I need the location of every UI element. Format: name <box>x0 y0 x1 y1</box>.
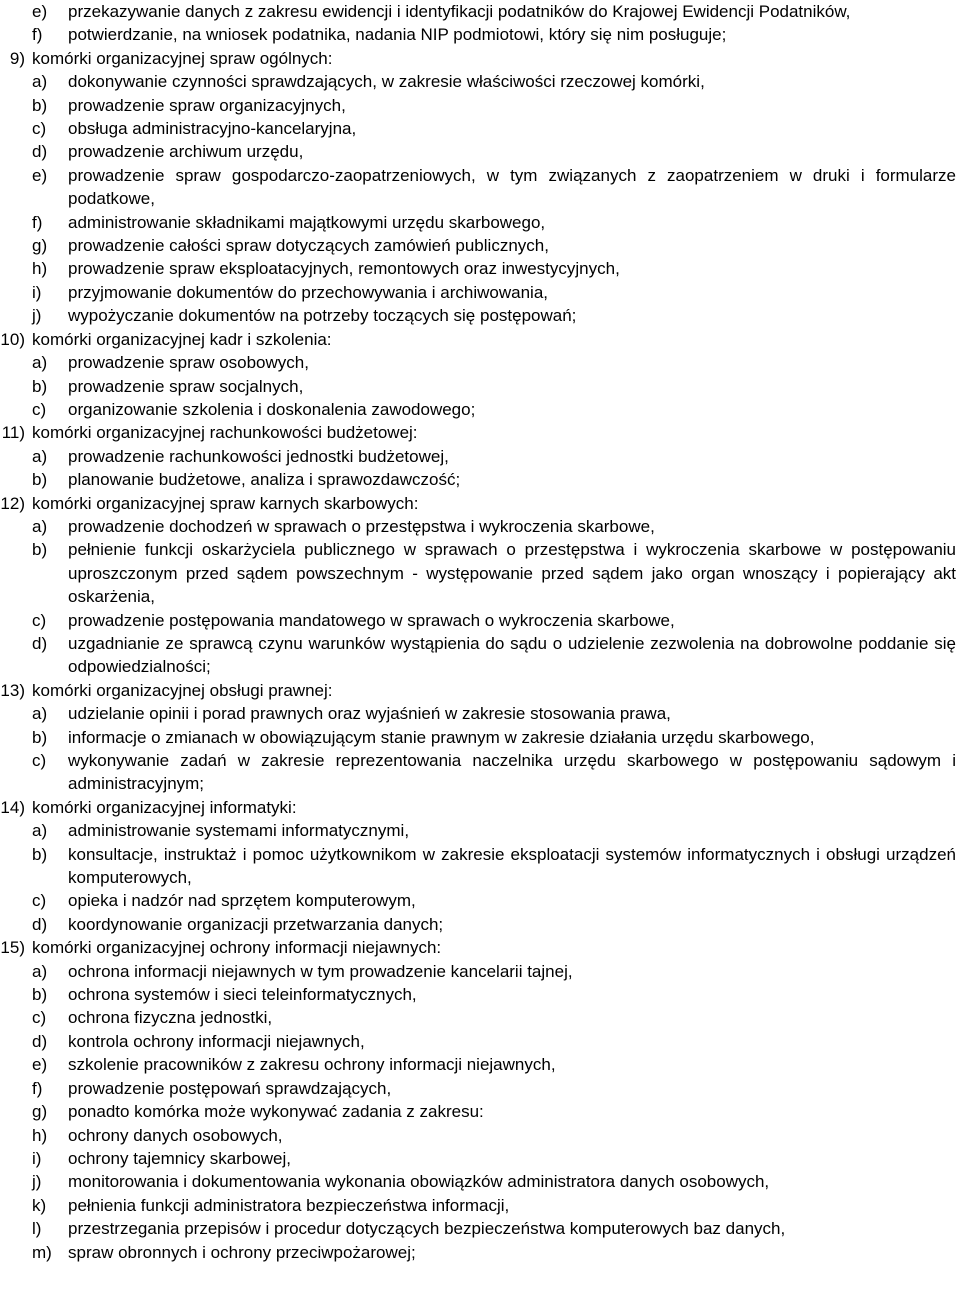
section-title: komórki organizacyjnej ochrony informacji niejawnych: <box>32 938 442 958</box>
list-item <box>0 819 960 842</box>
item-letter: l) <box>32 1219 42 1239</box>
list-item <box>0 70 960 93</box>
item-letter: g) <box>32 236 48 256</box>
section-title: komórki organizacyjnej obsługi prawnej: <box>32 680 333 700</box>
section-number: 9) <box>9 48 25 68</box>
item-text: prowadzenie dochodzeń w sprawach o przestępstwa i wykroczenia skarbowe, <box>68 516 655 536</box>
item-text: przekazywanie danych z zakresu ewidencji i identyfikacji podatników do Krajowej Ewidencji Podatników, <box>68 2 851 21</box>
item-letter: h) <box>32 259 48 279</box>
section-heading <box>0 679 960 702</box>
item-letter: j) <box>32 1172 42 1192</box>
list-item <box>0 257 960 280</box>
item-text: monitorowania i dokumentowania wykonania obowiązków administratora danych osobowych, <box>68 1172 770 1192</box>
item-letter: c) <box>32 1008 47 1028</box>
list-item <box>0 983 960 1006</box>
section-heading <box>0 936 960 959</box>
item-letter: c) <box>32 119 47 139</box>
list-item <box>0 960 960 983</box>
item-text: kontrola ochrony informacji niejawnych, <box>68 1031 365 1051</box>
section-number: 12) <box>0 493 25 513</box>
list-item <box>0 749 960 796</box>
item-text: konsultacje, instruktaż i pomoc użytkownikom w zakresie eksploatacji systemów informatycznych i obsługi urządzeń komputerowych, <box>68 844 956 888</box>
item-letter: c) <box>32 399 47 419</box>
item-text: ochrona systemów i sieci teleinformatycznych, <box>68 985 417 1005</box>
list-item <box>0 1053 960 1076</box>
section-number: 11) <box>1 423 25 443</box>
item-letter: g) <box>32 1102 48 1122</box>
item-letter: a) <box>32 961 48 981</box>
list-item <box>0 375 960 398</box>
item-text: prowadzenie postępowań sprawdzających, <box>68 1078 392 1098</box>
item-text: prowadzenie spraw organizacyjnych, <box>68 95 346 115</box>
item-letter: b) <box>32 376 48 396</box>
list-item <box>0 702 960 725</box>
item-letter: j) <box>32 306 42 326</box>
list-item <box>0 538 960 608</box>
item-text: ochrona informacji niejawnych w tym prowadzenie kancelarii tajnej, <box>68 961 573 981</box>
list-item <box>0 1124 960 1147</box>
section-title: komórki organizacyjnej rachunkowości budżetowej: <box>32 423 418 443</box>
section-number: 13) <box>0 680 25 700</box>
item-text: informacje o zmianach w obowiązującym stanie prawnym w zakresie działania urzędu skarbowego, <box>68 727 815 747</box>
item-letter: b) <box>32 844 48 864</box>
section-heading <box>0 47 960 70</box>
item-letter: b) <box>32 985 48 1005</box>
item-text: opieka i nadzór nad sprzętem komputerowym, <box>68 891 416 911</box>
item-letter: e) <box>32 2 48 21</box>
item-letter: a) <box>32 704 48 724</box>
item-letter: e) <box>32 165 48 185</box>
item-letter: b) <box>32 470 48 490</box>
list-item <box>0 726 960 749</box>
item-text: prowadzenie archiwum urzędu, <box>68 142 304 162</box>
item-letter: h) <box>32 1125 48 1145</box>
list-item <box>0 1170 960 1193</box>
item-text: udzielanie opinii i porad prawnych oraz wyjaśnień w zakresie stosowania prawa, <box>68 704 671 724</box>
item-letter: b) <box>32 540 48 560</box>
list-item <box>0 1217 960 1240</box>
item-text: pełnienie funkcji oskarżyciela publicznego w sprawach o przestępstwa i wykroczenia skarbowe w postępowaniu uproszczonym przed sądem powszechnym - występowanie przed sądem jako organ wnoszący i popierający akt oskarżenia, <box>68 540 956 607</box>
list-item <box>0 609 960 632</box>
list-item <box>0 468 960 491</box>
list-item <box>0 445 960 468</box>
item-text: pełnienia funkcji administratora bezpieczeństwa informacji, <box>68 1195 510 1215</box>
item-text: szkolenie pracowników z zakresu ochrony informacji niejawnych, <box>68 1055 556 1075</box>
item-letter: d) <box>32 142 48 162</box>
item-text: prowadzenie postępowania mandatowego w sprawach o wykroczenia skarbowe, <box>68 610 675 630</box>
item-letter: m) <box>32 1242 52 1262</box>
item-letter: k) <box>32 1195 47 1215</box>
item-letter: a) <box>32 516 48 536</box>
item-letter: d) <box>32 633 48 653</box>
list-item <box>0 843 960 890</box>
item-text: przestrzegania przepisów i procedur dotyczących bezpieczeństwa komputerowych baz danych, <box>68 1219 786 1239</box>
list-item <box>0 304 960 327</box>
item-letter: b) <box>32 95 48 115</box>
list-item <box>0 1194 960 1217</box>
list-item <box>0 23 960 46</box>
list-item <box>0 94 960 117</box>
item-text: ochrony tajemnicy skarbowej, <box>68 1148 291 1168</box>
list-item <box>0 140 960 163</box>
list-item <box>0 913 960 936</box>
item-letter: b) <box>32 727 48 747</box>
list-item <box>0 1006 960 1029</box>
item-text: ochrona fizyczna jednostki, <box>68 1008 273 1028</box>
item-text: planowanie budżetowe, analiza i sprawozdawczość; <box>68 470 461 490</box>
section-title: komórki organizacyjnej spraw ogólnych: <box>32 48 333 68</box>
item-letter: c) <box>32 610 47 630</box>
list-item <box>0 632 960 679</box>
item-letter: d) <box>32 1031 48 1051</box>
item-text: prowadzenie spraw osobowych, <box>68 353 309 373</box>
item-letter: a) <box>32 72 48 92</box>
item-letter: e) <box>32 1055 48 1075</box>
list-item <box>0 164 960 211</box>
section-heading <box>0 796 960 819</box>
list-item <box>0 889 960 912</box>
item-text: wykonywanie zadań w zakresie reprezentowania naczelnika urzędu skarbowego w postępowaniu sądowym i administracyjnym; <box>68 751 956 794</box>
list-item <box>0 515 960 538</box>
item-letter: c) <box>32 891 47 911</box>
item-text: spraw obronnych i ochrony przeciwpożarowej; <box>68 1242 416 1262</box>
list-item <box>0 281 960 304</box>
item-letter: a) <box>32 353 48 373</box>
item-text: potwierdzanie, na wniosek podatnika, nadania NIP podmiotowi, który się nim posługuje; <box>68 25 727 45</box>
item-text: prowadzenie spraw socjalnych, <box>68 376 304 396</box>
section-heading <box>0 328 960 351</box>
item-text: przyjmowanie dokumentów do przechowywania i archiwowania, <box>68 282 549 302</box>
item-text: obsługa administracyjno-kancelaryjna, <box>68 119 357 139</box>
item-letter: i) <box>32 1148 42 1168</box>
item-text: dokonywanie czynności sprawdzających, w zakresie właściwości rzeczowej komórki, <box>68 72 705 92</box>
item-text: administrowanie składnikami majątkowymi urzędu skarbowego, <box>68 212 546 232</box>
list-item <box>0 398 960 421</box>
list-item <box>0 0 960 23</box>
item-text: ponadto komórka może wykonywać zadania z zakresu: <box>68 1102 484 1122</box>
section-number: 14) <box>0 797 25 817</box>
list-item <box>0 1241 960 1264</box>
item-text: prowadzenie rachunkowości jednostki budżetowej, <box>68 446 449 466</box>
list-item <box>0 351 960 374</box>
item-text: uzgadnianie ze sprawcą czynu warunków wystąpienia do sądu o udzielenie zezwolenia na dobrowolne poddanie się odpowiedzialności; <box>68 633 956 677</box>
item-letter: i) <box>32 282 42 302</box>
item-letter: a) <box>32 446 48 466</box>
list-item <box>0 1100 960 1123</box>
section-heading <box>0 421 960 444</box>
section-title: komórki organizacyjnej spraw karnych skarbowych: <box>32 493 419 513</box>
item-letter: a) <box>32 821 48 841</box>
item-text: prowadzenie całości spraw dotyczących zamówień publicznych, <box>68 236 549 256</box>
list-item <box>0 234 960 257</box>
item-text: organizowanie szkolenia i doskonalenia zawodowego; <box>68 399 476 419</box>
item-letter: f) <box>32 1078 43 1098</box>
list-item <box>0 211 960 234</box>
section-title: komórki organizacyjnej informatyki: <box>32 797 297 817</box>
item-text: prowadzenie spraw gospodarczo-zaopatrzeniowych, w tym związanych z zaopatrzeniem w druki i formularze podatkowe, <box>68 165 956 209</box>
item-letter: c) <box>32 751 47 770</box>
item-text: ochrony danych osobowych, <box>68 1125 283 1145</box>
section-number: 15) <box>0 938 25 958</box>
list-item <box>0 1030 960 1053</box>
item-letter: f) <box>32 212 43 232</box>
item-letter: d) <box>32 914 48 934</box>
list-item <box>0 1077 960 1100</box>
item-text: wypożyczanie dokumentów na potrzeby toczących się postępowań; <box>68 306 577 326</box>
item-text: administrowanie systemami informatycznymi, <box>68 821 410 841</box>
item-text: prowadzenie spraw eksploatacyjnych, remontowych oraz inwestycyjnych, <box>68 259 620 279</box>
section-number: 10) <box>0 329 25 349</box>
item-letter: f) <box>32 25 43 45</box>
list-item <box>0 1147 960 1170</box>
list-item <box>0 117 960 140</box>
section-heading <box>0 492 960 515</box>
item-text: koordynowanie organizacji przetwarzania danych; <box>68 914 444 934</box>
section-title: komórki organizacyjnej kadr i szkolenia: <box>32 329 332 349</box>
